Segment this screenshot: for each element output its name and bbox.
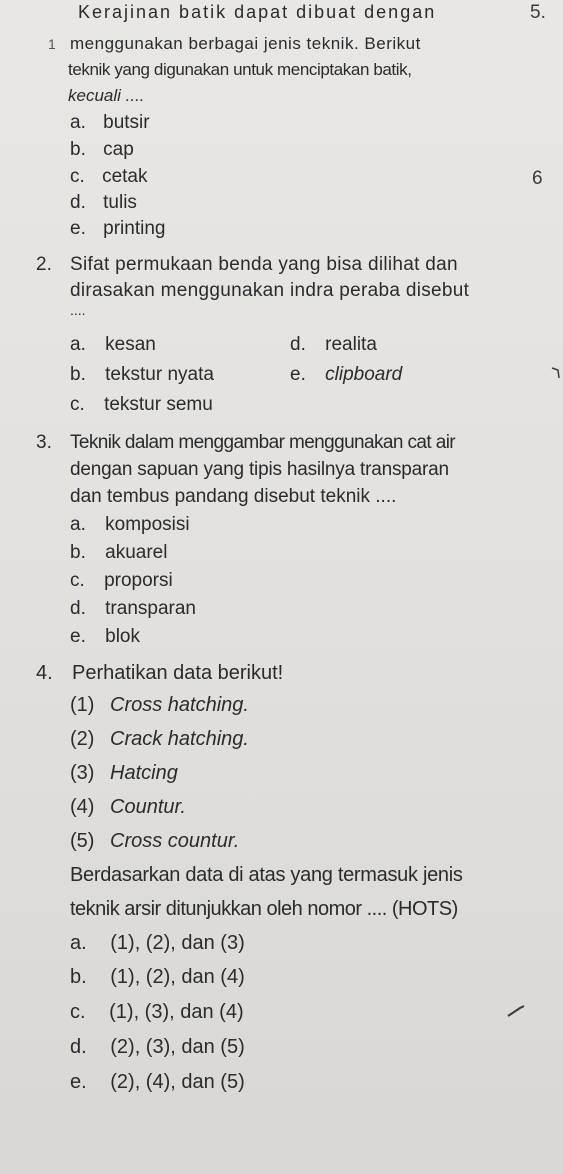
option-letter: d.	[70, 598, 86, 619]
q4-option-e	[70, 1071, 245, 1094]
item-number: (4)	[70, 796, 95, 818]
option-letter: b.	[70, 966, 87, 988]
item-number: (2)	[70, 728, 95, 750]
q4-stem-line-1: Berdasarkan data di atas yang termasuk jenis	[70, 864, 463, 886]
q1-option-d	[70, 192, 137, 214]
item-text: Crack hatching.	[110, 728, 249, 750]
q4-option-a	[70, 932, 245, 955]
q1-option-b	[70, 139, 134, 161]
option-letter: b.	[70, 139, 86, 160]
q4-intro: Perhatikan data berikut!	[72, 662, 284, 684]
option-text: komposisi	[105, 514, 190, 535]
option-text: realita	[325, 334, 377, 355]
margin-number-top: 5.	[530, 2, 546, 23]
margin-number-mid: 6	[532, 168, 543, 189]
item-text: Hatcing	[110, 762, 178, 784]
q2-option-a	[70, 334, 156, 356]
item-text: Cross countur.	[110, 830, 240, 852]
q4-stem-line-2: teknik arsir ditunjukkan oleh nomor .... (HOTS)	[70, 898, 458, 920]
option-text: blok	[105, 626, 140, 647]
option-text: proporsi	[104, 570, 173, 591]
q1-option-e	[70, 218, 165, 240]
option-text: cap	[103, 139, 134, 160]
item-number: (3)	[70, 762, 95, 784]
q2-stem-line-2: dirasakan menggunakan indra peraba disebut	[70, 280, 470, 301]
option-text: cetak	[102, 166, 148, 187]
q4-data-item-3	[70, 762, 178, 785]
q1-stem-line-3: teknik yang digunakan untuk menciptakan batik,	[68, 60, 412, 79]
option-letter: d.	[290, 334, 306, 355]
option-letter: a.	[70, 112, 86, 133]
q2-stem-line-3: ....	[70, 302, 86, 318]
option-text: clipboard	[325, 364, 403, 385]
q4-data-item-5	[70, 830, 239, 853]
option-letter: a.	[70, 932, 87, 954]
option-letter: e.	[290, 364, 306, 385]
q3-number: 3.	[36, 432, 52, 453]
option-letter: d.	[70, 192, 86, 213]
q3-stem-line-3: dan tembus pandang disebut teknik ....	[70, 486, 397, 507]
q2-option-c	[70, 394, 213, 416]
option-text: tulis	[103, 192, 137, 213]
q3-option-c	[70, 570, 173, 592]
q4-data-item-1	[70, 694, 249, 717]
option-text: printing	[103, 218, 166, 239]
q1-stem-line-4: kecuali ....	[68, 86, 145, 105]
option-text: (1), (3), dan (4)	[109, 1001, 244, 1023]
option-letter: a.	[70, 514, 86, 535]
q2-option-d	[290, 334, 377, 356]
pen-mark-edge-icon	[550, 366, 562, 380]
option-text: tekstur semu	[104, 394, 213, 415]
q4-option-c	[70, 1001, 244, 1024]
margin-number-left: 1	[48, 36, 56, 52]
option-letter: c.	[70, 1001, 86, 1023]
option-text: tekstur nyata	[105, 364, 214, 385]
option-letter: a.	[70, 334, 86, 355]
q1-option-a	[70, 112, 150, 134]
q1-stem-line-1: Kerajinan batik dapat dibuat dengan	[78, 2, 437, 22]
q2-option-e	[290, 364, 402, 386]
item-text: Cross hatching.	[110, 694, 249, 716]
option-letter: b.	[70, 364, 86, 385]
q2-number: 2.	[36, 254, 52, 275]
option-text: (2), (3), dan (5)	[110, 1036, 245, 1058]
q3-option-d	[70, 598, 196, 620]
q3-stem-line-1: Teknik dalam menggambar menggunakan cat air	[70, 432, 456, 453]
item-text: Countur.	[110, 796, 186, 818]
option-letter: c.	[70, 570, 85, 591]
option-text: kesan	[105, 334, 156, 355]
option-text: (1), (2), dan (4)	[110, 966, 245, 988]
option-letter: c.	[70, 394, 85, 415]
q3-option-b	[70, 542, 167, 564]
q1-stem-line-2: menggunakan berbagai jenis teknik. Berikut	[70, 34, 421, 53]
option-letter: b.	[70, 542, 86, 563]
option-letter: c.	[70, 166, 85, 187]
option-text: butsir	[103, 112, 150, 133]
pen-mark-icon	[506, 1004, 528, 1018]
option-letter: e.	[70, 1071, 87, 1093]
q4-option-d	[70, 1036, 245, 1059]
option-text: transparan	[105, 598, 196, 619]
option-text: (1), (2), dan (3)	[110, 932, 245, 954]
q4-data-item-4	[70, 796, 186, 819]
option-letter: e.	[70, 626, 86, 647]
q3-option-e	[70, 626, 140, 648]
q4-data-item-2	[70, 728, 249, 751]
q3-option-a	[70, 514, 190, 536]
option-text: akuarel	[105, 542, 168, 563]
item-number: (5)	[70, 830, 95, 852]
option-letter: e.	[70, 218, 86, 239]
q2-option-b	[70, 364, 214, 386]
q4-number: 4.	[36, 662, 53, 684]
q1-option-c	[70, 166, 147, 188]
option-text: (2), (4), dan (5)	[110, 1071, 245, 1093]
q4-option-b	[70, 966, 245, 989]
option-letter: d.	[70, 1036, 87, 1058]
q3-stem-line-2: dengan sapuan yang tipis hasilnya transparan	[70, 459, 449, 480]
item-number: (1)	[70, 694, 95, 716]
q2-stem-line-1: Sifat permukaan benda yang bisa dilihat dan	[70, 254, 458, 275]
